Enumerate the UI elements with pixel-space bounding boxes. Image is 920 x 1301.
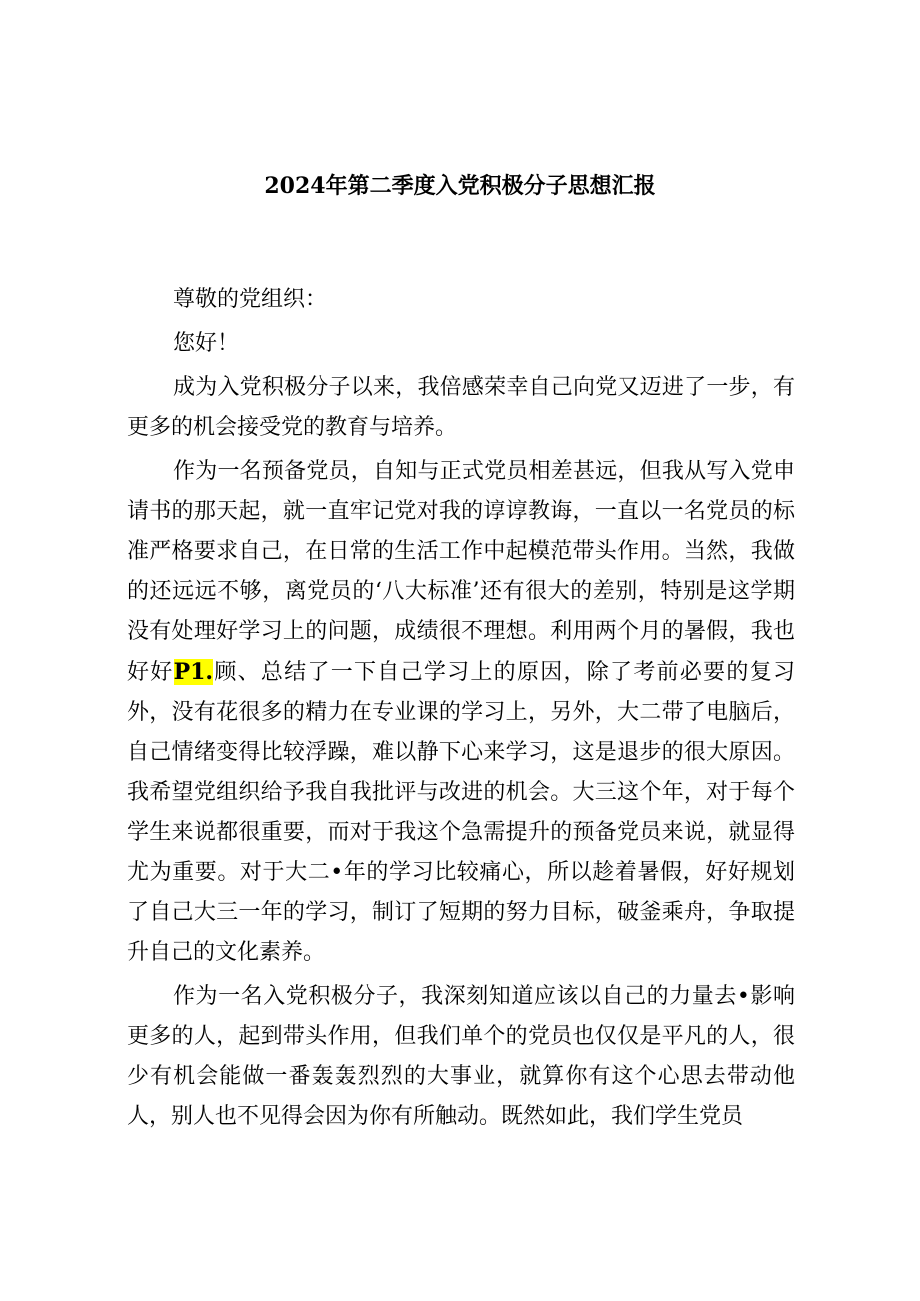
paragraph-2-part-2: 顾、总结了一下自己学习上的原因，除了考前必要的复习外，没有花很多的精力在专业课的学习上，另外，大二带了电脑后，自己情绪变得比较浮躁，难以静下心来学习，这是退步的很大原因。我希望党组织给予我自我批评与改进的机会。大三这个年，对于每个学生来说都很重要，而对于我这个急需提升的预备党员来说，就显得尤为重要。对于大二•年的学习比较痛心，所以趁着暑假，好好规划了自己大三一年的学习，制订了短期的努力目标，破釜乘舟，争取提升自己的文化素养。 [127,660,795,965]
document-title: 2024年第二季度入党积极分子思想汇报 [264,173,656,199]
paragraph-1: 成为入党积极分子以来，我倍感荣幸自己向党又迈进了一步，有更多的机会接受党的教育与培养。 [127,375,795,440]
paragraph-2 [127,452,795,973]
highlighted-text: P1. [173,659,214,685]
paragraph-3: 作为一名入党积极分子，我深刻知道应该以自己的力量去•影响更多的人，起到带头作用，但我们单个的党员也仅仅是平凡的人，很少有机会能做一番轰轰烈烈的大事业，就算你有这个心思去带动他人，别人也不见得会因为你有所触动。既然如此，我们学生党员 [127,984,795,1129]
salutation: 尊敬的党组织： [173,287,328,312]
greeting: 您好！ [173,331,240,356]
paragraph-2-part-1: 作为一名预备党员，自知与正式党员相差甚远，但我从写入党申请书的那天起，就一直牢记党对我的谆谆教诲，一直以一名党员的标准严格要求自己，在日常的生活工作中起模范带头作用。当然，我做的还远远不够，离党员的‘八大标准’还有很大的差别，特别是这学期没有处理好学习上的问题，成绩很不理想。利用两个月的暑假，我也好好 [127,459,795,685]
document-body [127,280,795,1137]
